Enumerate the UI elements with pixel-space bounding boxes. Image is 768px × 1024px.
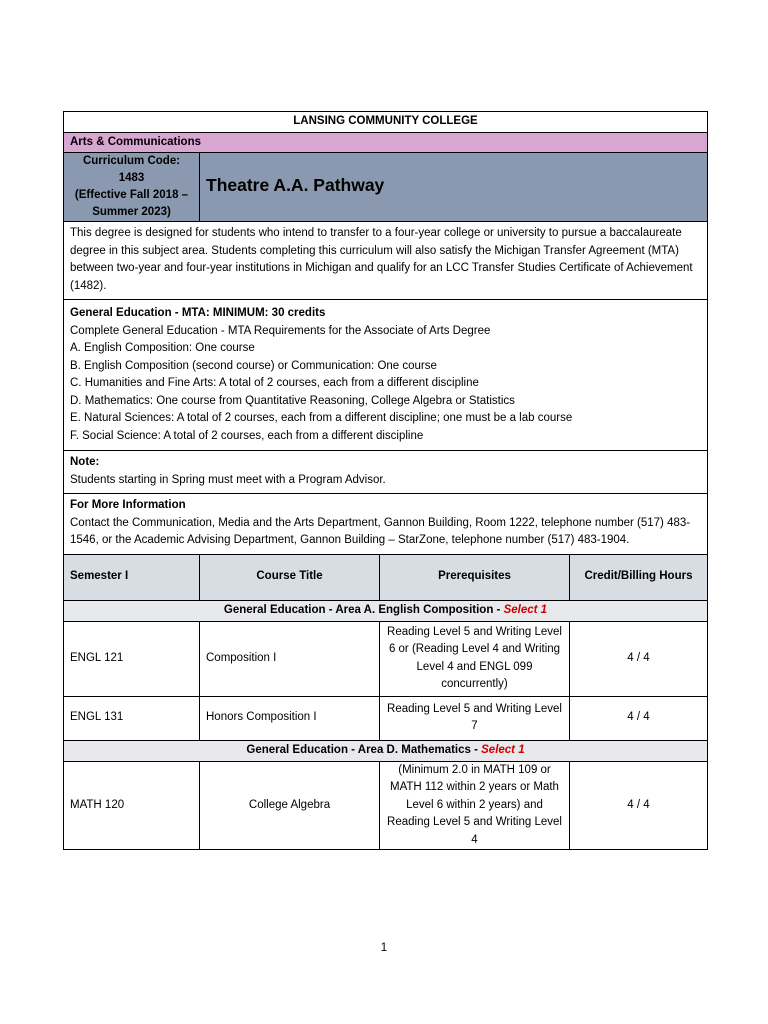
area-label: General Education - Area D. Mathematics - — [246, 743, 482, 756]
gen-ed-line: C. Humanities and Fine Arts: A total of 2 courses, each from a different discipline — [70, 377, 479, 389]
curriculum-table — [63, 111, 708, 850]
table-row — [64, 761, 708, 850]
gen-ed-row — [64, 300, 708, 451]
course-code: ENGL 121 — [64, 621, 200, 696]
program-header-row — [64, 153, 708, 222]
course-title: College Algebra — [200, 761, 380, 850]
title-row — [64, 112, 708, 133]
course-prerequisites: (Minimum 2.0 in MATH 109 or MATH 112 within 2 years or Math Level 6 within 2 years) and Reading Level 5 and Writing Level 4 — [380, 761, 570, 850]
curriculum-code-line3: Summer 2023) — [92, 206, 171, 218]
course-title: Composition I — [200, 621, 380, 696]
area-row-math — [64, 740, 708, 761]
program-title: Theatre A.A. Pathway — [206, 174, 385, 195]
course-code: MATH 120 — [64, 761, 200, 850]
select-count: Select 1 — [481, 743, 525, 756]
curriculum-code-line2: (Effective Fall 2018 – — [74, 189, 189, 201]
gen-ed-line: E. Natural Sciences: A total of 2 courses, each from a different discipline; one must be a lab course — [70, 412, 573, 424]
department-name: Arts & Communications — [64, 133, 708, 153]
note-text: Students starting in Spring must meet with a Program Advisor. — [70, 473, 386, 486]
course-prerequisites: Reading Level 5 and Writing Level 7 — [380, 696, 570, 740]
course-prerequisites: Reading Level 5 and Writing Level 6 or (Reading Level 4 and Writing Level 4 and ENGL 099 concurrently) — [380, 621, 570, 696]
college-name: LANSING COMMUNITY COLLEGE — [64, 112, 708, 133]
select-count: Select 1 — [503, 603, 548, 616]
gen-ed-line: F. Social Science: A total of 2 courses, each from a different discipline — [70, 429, 424, 442]
more-info-heading: For More Information — [70, 499, 186, 511]
department-row — [64, 133, 708, 153]
note — [64, 451, 708, 494]
table-row — [64, 696, 708, 740]
program-description: This degree is designed for students who intend to transfer to a four-year college or university to pursue a baccalaureate degree in this subject area. Students completing this curriculum will also satisfy the Michigan Transfer Agreement (MTA) between two-year and four-year institutions in Michigan and qualify for an LCC Transfer Studies Certificate of Achievement (1482). — [64, 222, 708, 300]
gen-ed-line: D. Mathematics: One course from Quantitative Reasoning, College Algebra or Statistics — [70, 394, 515, 407]
more-info-row — [64, 494, 708, 555]
gen-ed-line: B. English Composition (second course) or Communication: One course — [70, 359, 437, 372]
gen-ed-heading: General Education - MTA: MINIMUM: 30 credits — [70, 307, 326, 319]
column-header-course-title: Course Title — [200, 554, 380, 600]
curriculum-code-line1: Curriculum Code: 1483 — [82, 155, 181, 184]
course-credits: 4 / 4 — [570, 696, 708, 740]
area-heading — [64, 740, 708, 761]
column-header-row — [64, 554, 708, 600]
more-info-text: Contact the Communication, Media and the Arts Department, Gannon Building, Room 1222, telephone number (517) 483-1546, or the Academic Advising Department, Gannon Building – StarZone, telephone number (517) 483-1904. — [70, 516, 691, 546]
table-row — [64, 621, 708, 696]
gen-ed-line: Complete General Education - MTA Requirements for the Associate of Arts Degree — [70, 324, 491, 337]
more-info — [64, 494, 708, 555]
course-title: Honors Composition I — [200, 696, 380, 740]
column-header-prerequisites: Prerequisites — [380, 554, 570, 600]
course-credits: 4 / 4 — [570, 621, 708, 696]
gen-ed-line: A. English Composition: One course — [70, 342, 255, 354]
course-credits: 4 / 4 — [570, 761, 708, 850]
column-header-semester: Semester I — [64, 554, 200, 600]
note-heading: Note: — [70, 456, 100, 468]
curriculum-code — [64, 153, 200, 222]
area-row-english — [64, 600, 708, 621]
program-title-cell — [200, 153, 708, 222]
gen-ed-requirements — [64, 300, 708, 451]
course-code: ENGL 131 — [64, 696, 200, 740]
area-label: General Education - Area A. English Composition - — [223, 603, 504, 616]
description-row — [64, 222, 708, 300]
area-heading — [64, 600, 708, 621]
note-row — [64, 451, 708, 494]
page-number: 1 — [380, 942, 388, 954]
column-header-credits: Credit/Billing Hours — [570, 554, 708, 600]
